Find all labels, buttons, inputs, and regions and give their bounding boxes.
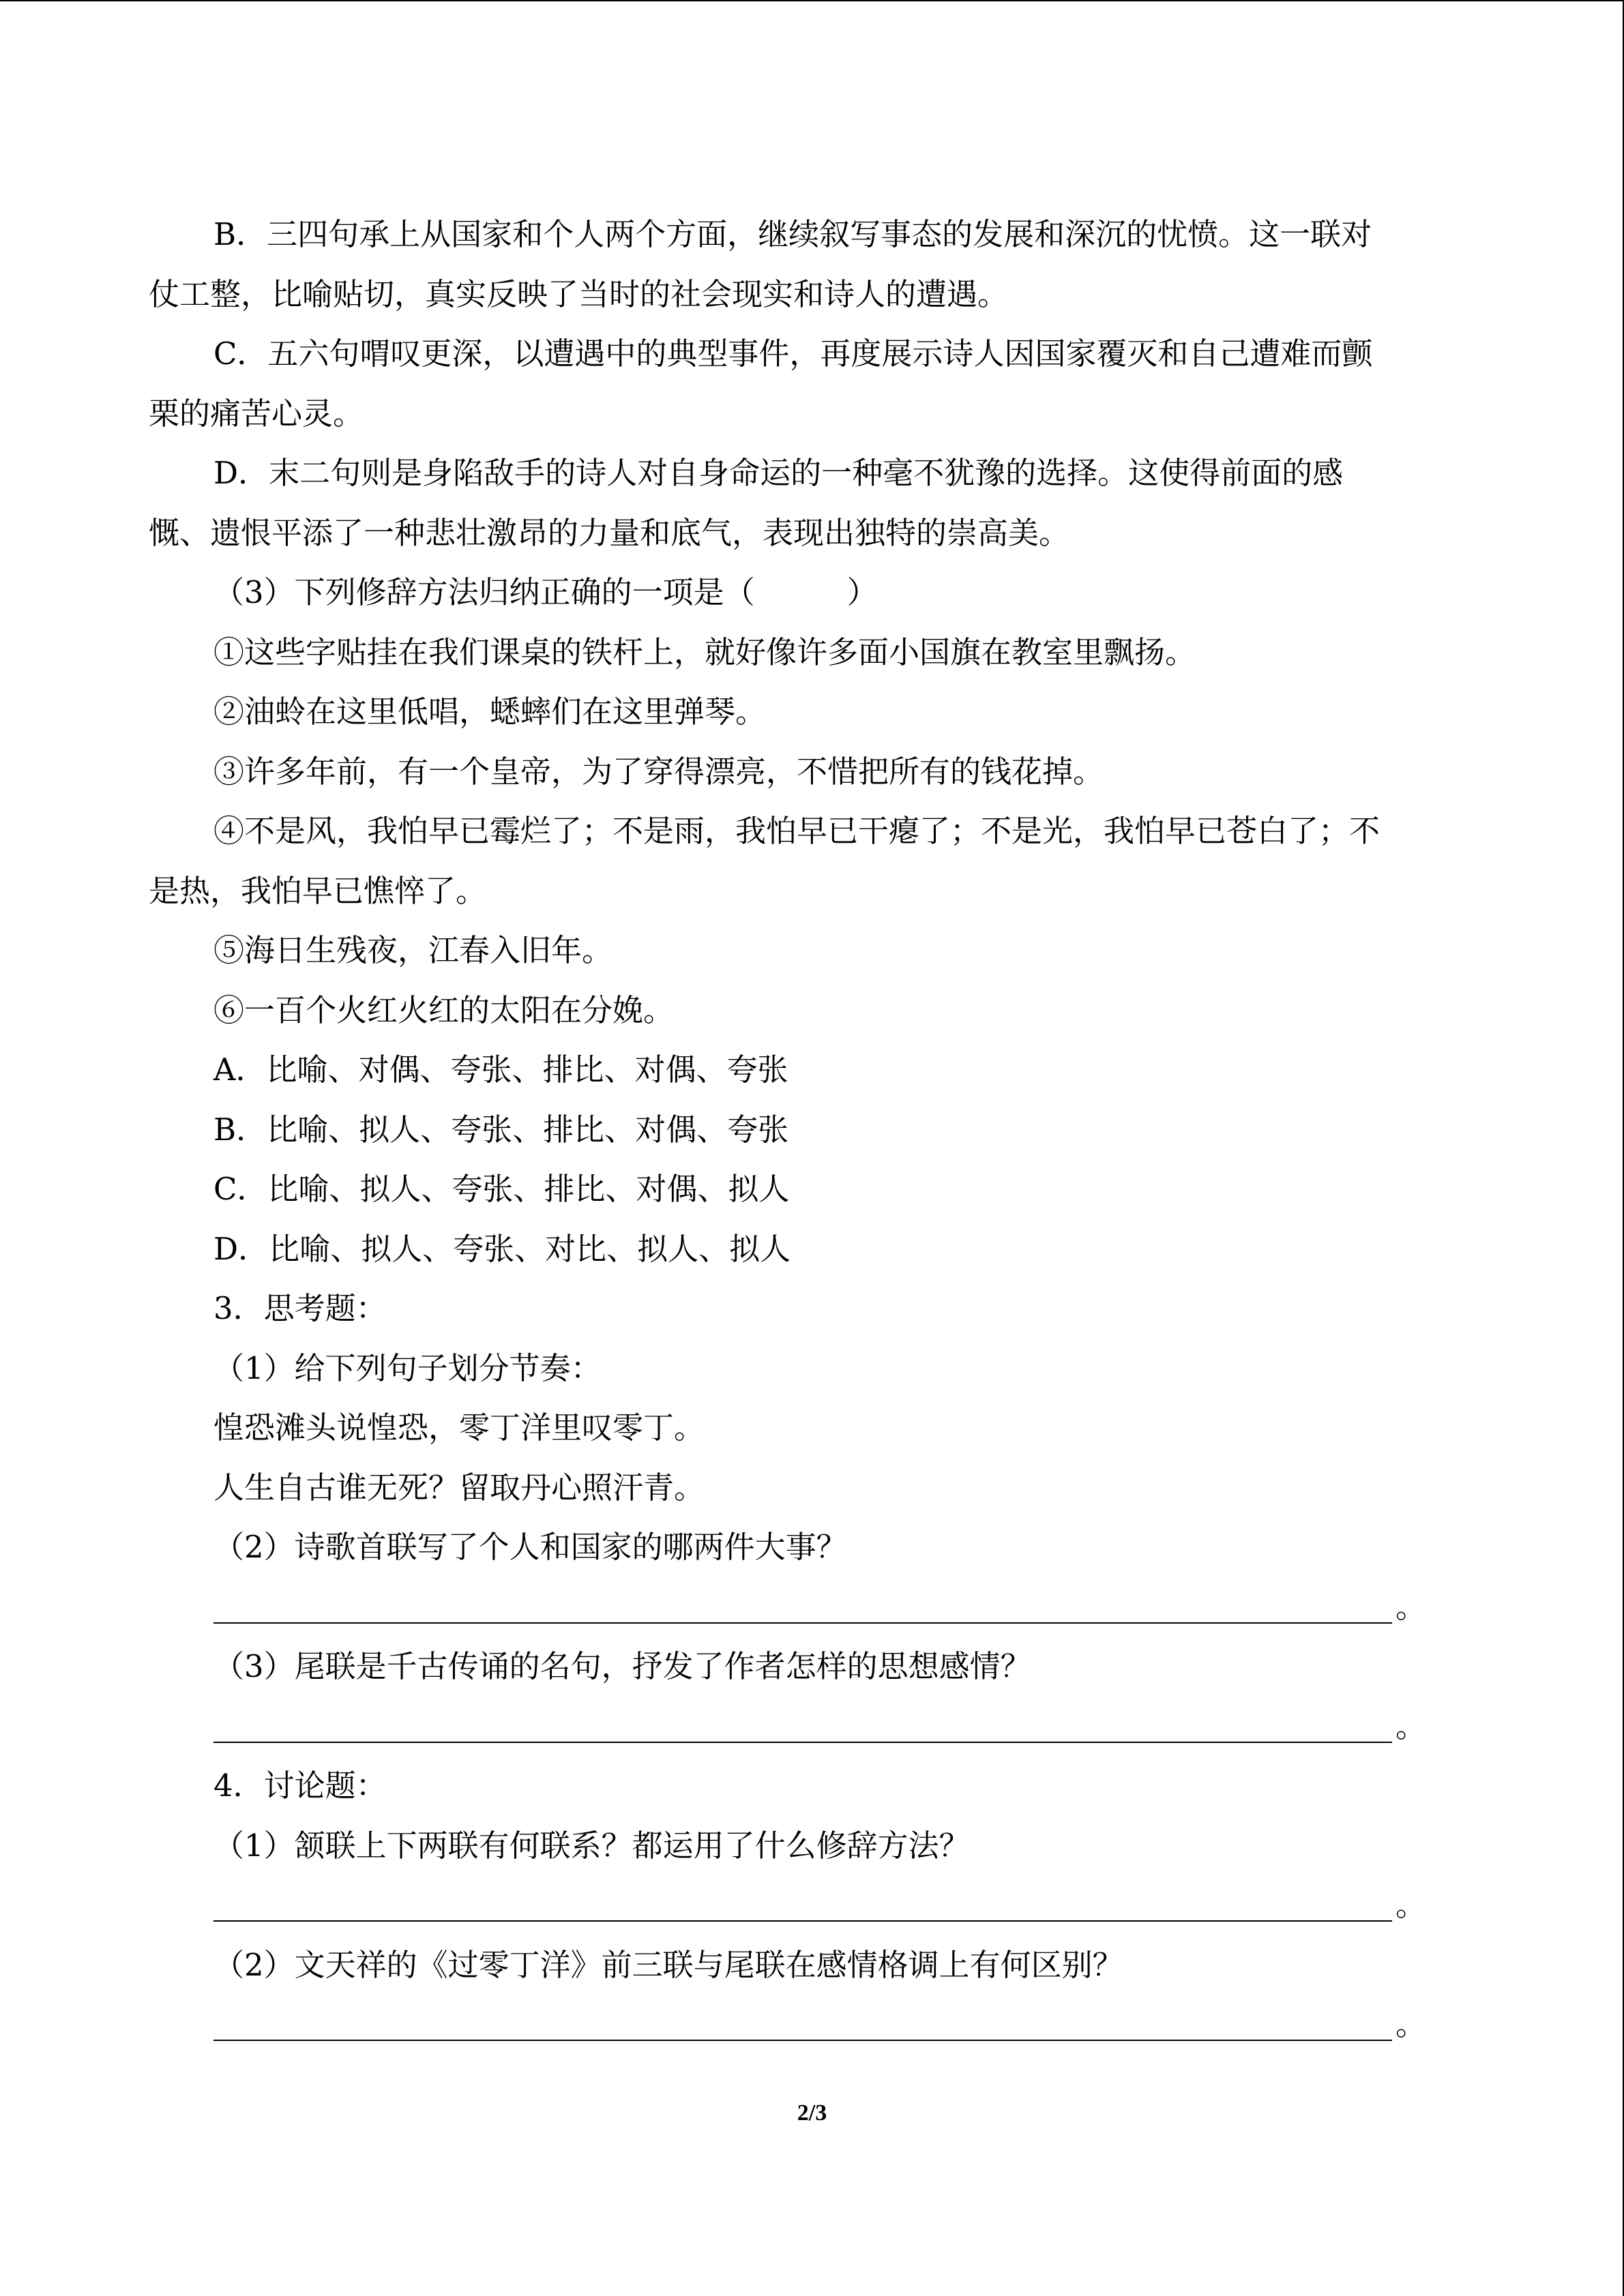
answer-blank-q3-2[interactable] (149, 1577, 1458, 1637)
answer-blank-q4-2[interactable] (149, 1995, 1458, 2055)
q3-sub2: （2）诗歌首联写了个人和国家的哪两件大事？ (213, 1529, 847, 1565)
answer-blank-q4-1[interactable] (149, 1875, 1458, 1935)
answer-line[interactable] (213, 1622, 1392, 1624)
option-c-line2: 栗的痛苦心灵。 (149, 395, 364, 432)
period-mark: 。 (1396, 1708, 1427, 1744)
page-number: 2/3 (797, 2100, 827, 2126)
period-mark: 。 (1396, 2006, 1427, 2042)
sub-question-3: （3）下列修辞方法归纳正确的一项是（ ） (213, 574, 878, 610)
choice-c[interactable]: C．比喻、拟人、夸张、排比、对偶、拟人 (213, 1171, 790, 1207)
q4-sub2: （2）文天祥的《过零丁洋》前三联与尾联在感情格调上有何区别？ (213, 1946, 1123, 1983)
answer-blank-q3-3[interactable] (149, 1697, 1458, 1757)
option-c-line1: C．五六句喟叹更深，以遭遇中的典型事件，再度展示诗人因国家覆灭和自己遭难而颤 (213, 336, 1373, 372)
sentence-5: ⑤海日生残夜，江春入旧年。 (213, 932, 613, 968)
option-b-line1: B．三四句承上从国家和个人两个方面，继续叙写事态的发展和深沉的忧愤。这一联对 (213, 216, 1372, 252)
sentence-1: ①这些字贴挂在我们课桌的铁杆上，就好像许多面小国旗在教室里飘扬。 (213, 633, 1196, 670)
question-3-heading: 3．思考题： (213, 1290, 387, 1326)
sentence-3: ③许多年前，有一个皇帝，为了穿得漂亮，不惜把所有的钱花掉。 (213, 753, 1104, 790)
answer-line[interactable] (213, 1920, 1392, 1922)
option-d-line1: D．末二句则是身陷敌手的诗人对自身命运的一种毫不犹豫的选择。这使得前面的感 (213, 455, 1344, 491)
option-b-line2: 仗工整，比喻贴切，真实反映了当时的社会现实和诗人的遭遇。 (149, 275, 1009, 312)
q3-sub1: （1）给下列句子划分节奏： (213, 1350, 602, 1386)
question-4-heading: 4．讨论题： (213, 1768, 387, 1804)
choice-d[interactable]: D．比喻、拟人、夸张、对比、拟人、拟人 (213, 1230, 791, 1267)
poem-line-a: 惶恐滩头说惶恐，零丁洋里叹零丁。 (213, 1410, 705, 1446)
choice-a[interactable]: A．比喻、对偶、夸张、排比、对偶、夸张 (213, 1052, 788, 1088)
answer-line[interactable] (213, 1742, 1392, 1743)
option-d-line2: 慨、遗恨平添了一种悲壮激昂的力量和底气，表现出独特的崇高美。 (149, 514, 1070, 551)
period-mark: 。 (1396, 1588, 1427, 1625)
choice-b[interactable]: B．比喻、拟人、夸张、排比、对偶、夸张 (213, 1111, 789, 1148)
q4-sub1: （1）颔联上下两联有何联系？都运用了什么修辞方法？ (213, 1827, 970, 1864)
sentence-4-line1: ④不是风，我怕早已霉烂了；不是雨，我怕早已干瘪了；不是光，我怕早已苍白了；不 (213, 813, 1381, 849)
worksheet-body (149, 205, 1458, 2055)
poem-line-b: 人生自古谁无死？留取丹心照汗青。 (213, 1469, 705, 1506)
sentence-6: ⑥一百个火红火红的太阳在分娩。 (213, 992, 675, 1028)
period-mark: 。 (1396, 1887, 1427, 1923)
answer-line[interactable] (213, 2040, 1392, 2041)
q3-sub3: （3）尾联是千古传诵的名句，抒发了作者怎样的思想感情？ (213, 1648, 1031, 1684)
sentence-2: ②油蛉在这里低唱，蟋蟀们在这里弹琴。 (213, 694, 767, 730)
sentence-4-line2: 是热，我怕早已憔悴了。 (149, 872, 487, 909)
